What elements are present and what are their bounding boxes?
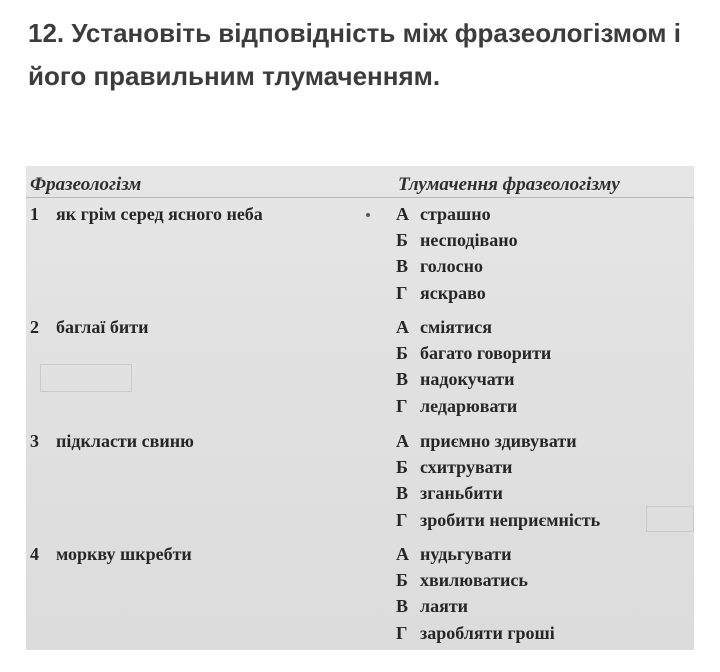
option-letter: А	[396, 431, 409, 451]
column-header-phrase: Фразеологізм	[30, 174, 142, 195]
scanned-table	[26, 166, 694, 650]
options-list	[396, 201, 518, 306]
option-text: хвилюватись	[420, 570, 528, 591]
option-letter: В	[396, 369, 409, 390]
option-item	[396, 480, 600, 506]
option-letter: Г	[396, 622, 408, 643]
phrase-number: 4	[30, 544, 39, 564]
option-text: сміятися	[420, 317, 492, 337]
option-letter: Б	[396, 570, 408, 591]
scan-artifact-box	[646, 506, 694, 532]
option-item	[396, 340, 551, 366]
option-letter: Б	[396, 230, 408, 251]
option-letter: В	[396, 483, 409, 504]
question-title: 12. Установіть відповідність між фразеологізмом і його правильним тлумаченням.	[28, 18, 681, 91]
option-text: яскраво	[420, 282, 486, 303]
phrase-number: 2	[30, 317, 39, 337]
option-item	[396, 428, 600, 454]
option-item	[396, 620, 555, 646]
phrase	[30, 428, 194, 454]
option-letter: Б	[396, 457, 408, 478]
options-list	[396, 314, 551, 419]
option-text: страшно	[420, 204, 491, 224]
option-text: лаяти	[420, 596, 469, 617]
option-letter: А	[396, 544, 409, 564]
option-letter: Б	[396, 343, 408, 364]
phrase-number: 1	[30, 204, 39, 224]
option-item	[396, 227, 518, 253]
option-text: приємно здивувати	[420, 431, 577, 451]
option-text: несподівано	[420, 230, 518, 251]
option-item	[396, 253, 518, 279]
option-item	[396, 507, 600, 533]
option-text: ледарювати	[420, 395, 518, 416]
phrase-text: моркву шкребти	[56, 544, 192, 564]
option-text: нудьгувати	[420, 544, 512, 564]
phrase-number: 3	[30, 431, 39, 451]
option-letter: А	[396, 317, 409, 337]
option-text: схитрувати	[420, 457, 513, 478]
option-text: голосно	[420, 256, 483, 277]
phrase	[30, 201, 263, 227]
column-header-meaning: Тлумачення фразеологізму	[398, 174, 620, 195]
scan-artifact-box	[40, 364, 132, 392]
option-item	[396, 314, 551, 340]
header-divider	[26, 197, 694, 198]
option-item	[396, 593, 555, 619]
option-letter: В	[396, 256, 409, 277]
option-letter: Г	[396, 395, 408, 416]
row-marker-dot	[366, 213, 370, 217]
option-letter: Г	[396, 282, 408, 303]
option-letter: А	[396, 204, 409, 224]
phrase-text: підкласти свиню	[56, 431, 194, 451]
option-item	[396, 393, 551, 419]
option-text: багато говорити	[420, 343, 552, 364]
option-item	[396, 541, 555, 567]
option-item	[396, 366, 551, 392]
option-item	[396, 567, 555, 593]
option-letter: Г	[396, 509, 408, 530]
option-text: надокучати	[420, 369, 515, 390]
phrase-text: як грім серед ясного неба	[56, 204, 263, 224]
phrase	[30, 541, 192, 567]
option-text: зганьбити	[420, 483, 503, 504]
options-list	[396, 428, 600, 533]
option-item	[396, 280, 518, 306]
options-list	[396, 541, 555, 646]
option-item	[396, 201, 518, 227]
option-text: заробляти гроші	[420, 622, 555, 643]
phrase	[30, 314, 148, 340]
option-text: зробити неприємність	[420, 509, 601, 530]
phrase-text: баглаї бити	[56, 317, 149, 337]
option-letter: В	[396, 596, 409, 617]
option-item	[396, 454, 600, 480]
